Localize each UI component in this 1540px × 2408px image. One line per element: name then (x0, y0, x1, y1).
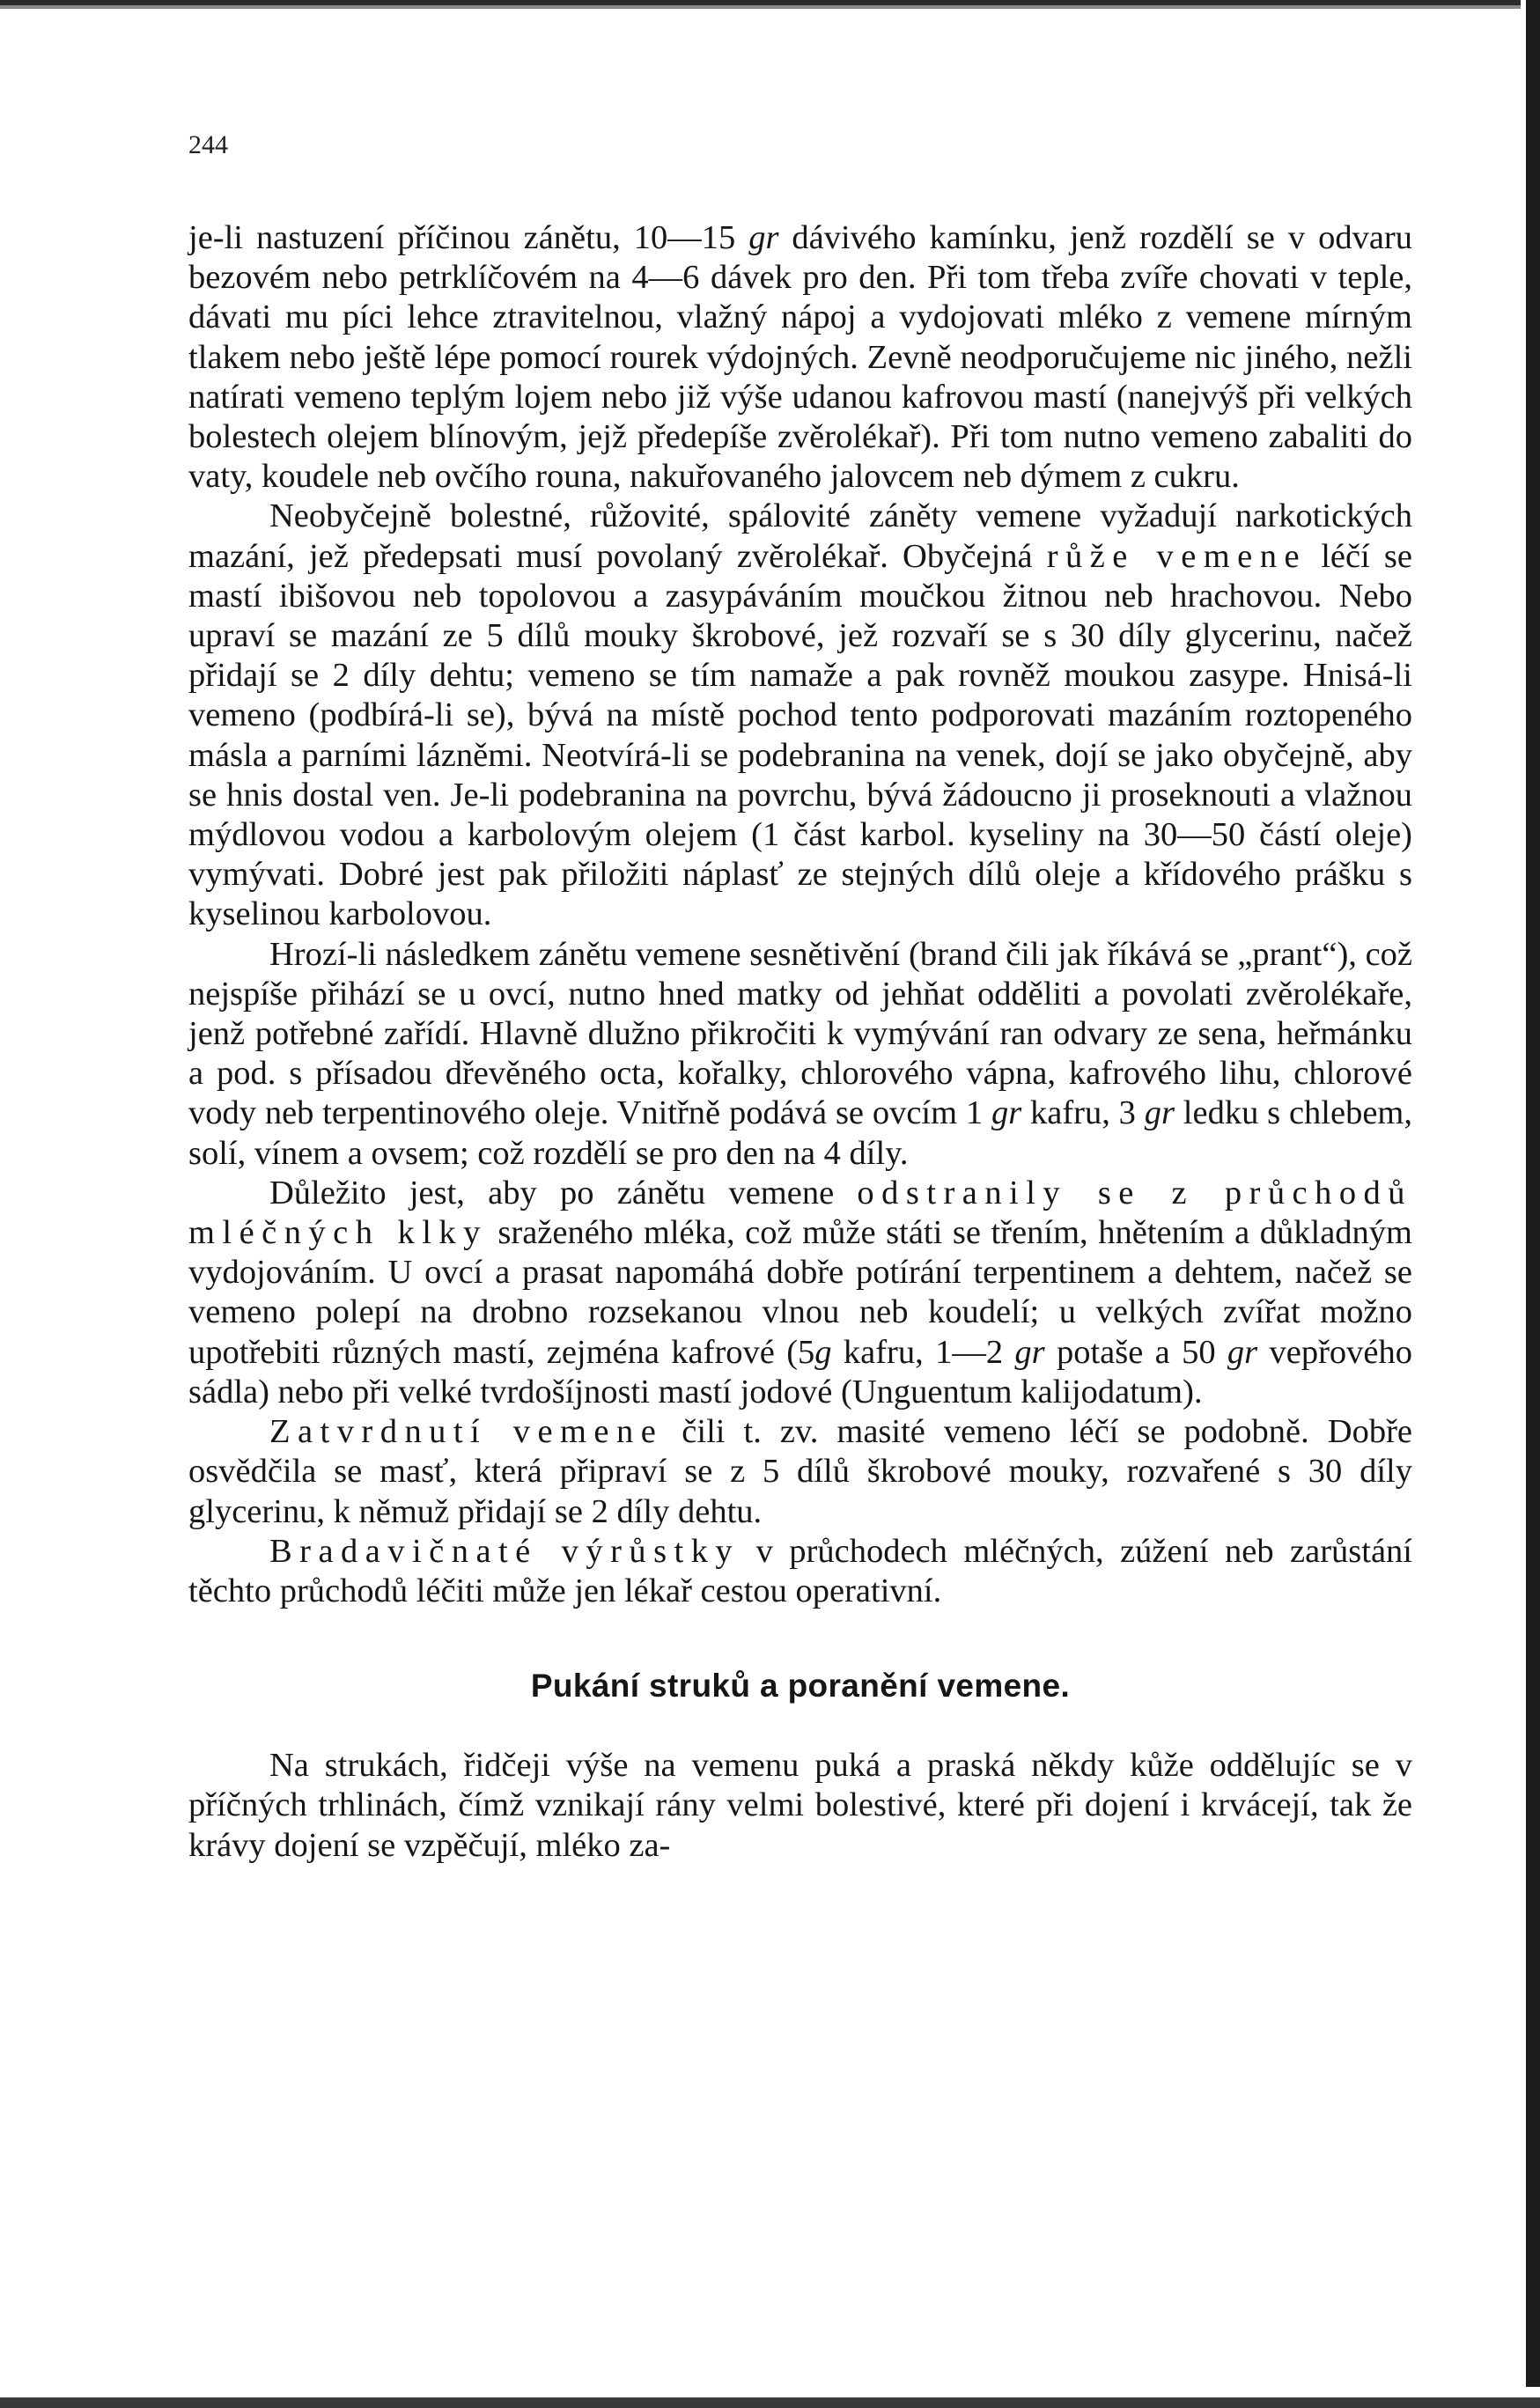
page-body (188, 218, 1412, 1866)
text-run: v průchodech mléčných, zúžení neb zarůstání těchto průchodů léčiti může jen lékař cestou operativní. (188, 1532, 1412, 1609)
unit-abbreviation: gr (991, 1094, 1022, 1132)
text-run: ledku s chlebem, solí, vínem a ovsem; což rozdělí se pro den na 4 díly. (188, 1094, 1412, 1172)
spaced-emphasis: odstranily se z průchodů mléčných klky (188, 1174, 1412, 1252)
scan-right-edge (1521, 0, 1540, 2408)
text-run: Hrozí-li následkem zánětu vemene sesnětivění (brand čili jak říkává se „prant“), což nejspíše přihází se u ovcí, nutno hned matky od jehňat odděliti a povolati zvěrolékaře, jenž potřebné zařídí. Hlavně dlužno přikročiti k vymývání ran odvary ze sena, heřmánku a pod. s přísadou dřevěného octa, kořalky, chlorového vápna, kafrového lihu, chlorové vody neb terpentinového oleje. Vnitřně podává se ovcím 1 (188, 935, 1412, 1132)
text-run: kafru, 1—2 (831, 1333, 1015, 1371)
text-run: Neobyčejně bolestné, růžovité, spálovité záněty vemene vyžadují narkotických mazání, jež předepsati musí povolaný zvěrolékař. Obyčejná (188, 497, 1412, 575)
unit-abbreviation: g (814, 1333, 832, 1371)
paragraph (188, 1412, 1412, 1532)
spaced-emphasis: Zatvrdnutí vemene (269, 1413, 664, 1451)
text-run: vepřového sádla) nebo při velké tvrdošíjnosti mastí jodové (Unguentum kalijodatum). (188, 1333, 1412, 1410)
section-heading: Pukání struků a poranění vemene. (530, 1668, 1071, 1705)
text-run: Na strukách, řidčeji výše na vemenu puká a praská někdy kůže oddělujíc se v příčných trhlinách, čímž vznikají rány velmi bolestivé, které při dojení i krvácejí, tak že krávy dojení se vzpěčují, mléko za- (188, 1747, 1412, 1864)
text-run: je-li nastuzení příčinou zánětu, 10—15 (188, 219, 749, 256)
paragraph (188, 1174, 1412, 1412)
unit-abbreviation: gr (1014, 1333, 1045, 1371)
paragraph (188, 1746, 1412, 1866)
spaced-emphasis: Bradavičnaté výrůstky (269, 1532, 741, 1570)
text-run: kafru, 3 (1021, 1094, 1145, 1132)
scan-top-edge (0, 0, 1540, 33)
unit-abbreviation: gr (1227, 1333, 1258, 1371)
text-run: potaše a 50 (1044, 1333, 1227, 1371)
paragraph (188, 218, 1412, 497)
unit-abbreviation: gr (748, 219, 779, 256)
text-run: čili t. zv. masité vemeno léčí se podobně. Dobře osvědčila se masť, která připraví se z 5 dílů škrobové mouky, rozvařené s 30 díly glycerinu, k němuž přidají se 2 díly dehtu. (188, 1413, 1413, 1530)
text-run: Důležito jest, aby po zánětu vemene (269, 1174, 858, 1211)
text-run: léčí se mastí ibišovou neb topolovou a zasypáváním moučkou žitnou neb hrachovou. Nebo upraví se mazání ze 5 dílů mouky škrobové, jež rozvaří se s 30 díly glycerinu, načež přidají se 2 díly dehtu; vemeno se tím namaže a pak rovněž moukou zasype. Hnisá-li vemeno (podbírá-li se), bývá na místě pochod tento podporovati mazáním roztopeného másla a parními lázněmi. Neotvírá-li se podebranina na venek, dojí se jako obyčejně, aby se hnis dostal ven. Je-li podebranina na povrchu, bývá žádoucno ji proseknouti a vlažnou mýdlovou vodou a karbolovým olejem (1 část karbol. kyseliny na 30—50 částí oleje) vymývati. Dobré jest pak přiložiti náplasť ze stejných dílů oleje a křídového prášku s kyselinou karbolovou. (188, 537, 1412, 933)
paragraph (188, 1532, 1412, 1611)
unit-abbreviation: gr (1144, 1094, 1175, 1132)
scan-bottom-edge (0, 2387, 1540, 2408)
text-run: dávivého kamínku, jenž rozdělí se v odvaru bezovém nebo petrklíčovém na 4—6 dávek pro den. Při tom třeba zvíře chovati v teple, dávati mu píci lehce ztravitelnou, vlažný nápoj a vydojovati mléko z vemene mírným tlakem nebo ještě lépe pomocí rourek výdojných. Zevně neodporučujeme nic jiného, nežli natírati vemeno teplým lojem nebo již výše udanou kafrovou mastí (nanejvýš při velkých bolestech olejem blínovým, jejž předepíše zvěrolékař). Při tom nutno vemeno zabaliti do vaty, koudele neb ovčího rouna, nakuřovaného jalovcem neb dýmem z cukru. (188, 219, 1412, 496)
text-run: sraženého mléka, což může státi se třením, hnětením a důkladným vydojováním. U ovcí a prasat napomáhá dobře potírání terpentinem a dehtem, načež se vemeno polepí na drobno rozsekanou vlnou neb koudelí; u velkých zvířat možno upotřebiti různých mastí, zejména kafrové (5 (188, 1214, 1413, 1371)
page-number: 244 (188, 130, 228, 159)
paragraph (188, 935, 1412, 1174)
spaced-emphasis: růže vemene (1046, 537, 1308, 575)
paragraph (188, 497, 1412, 934)
